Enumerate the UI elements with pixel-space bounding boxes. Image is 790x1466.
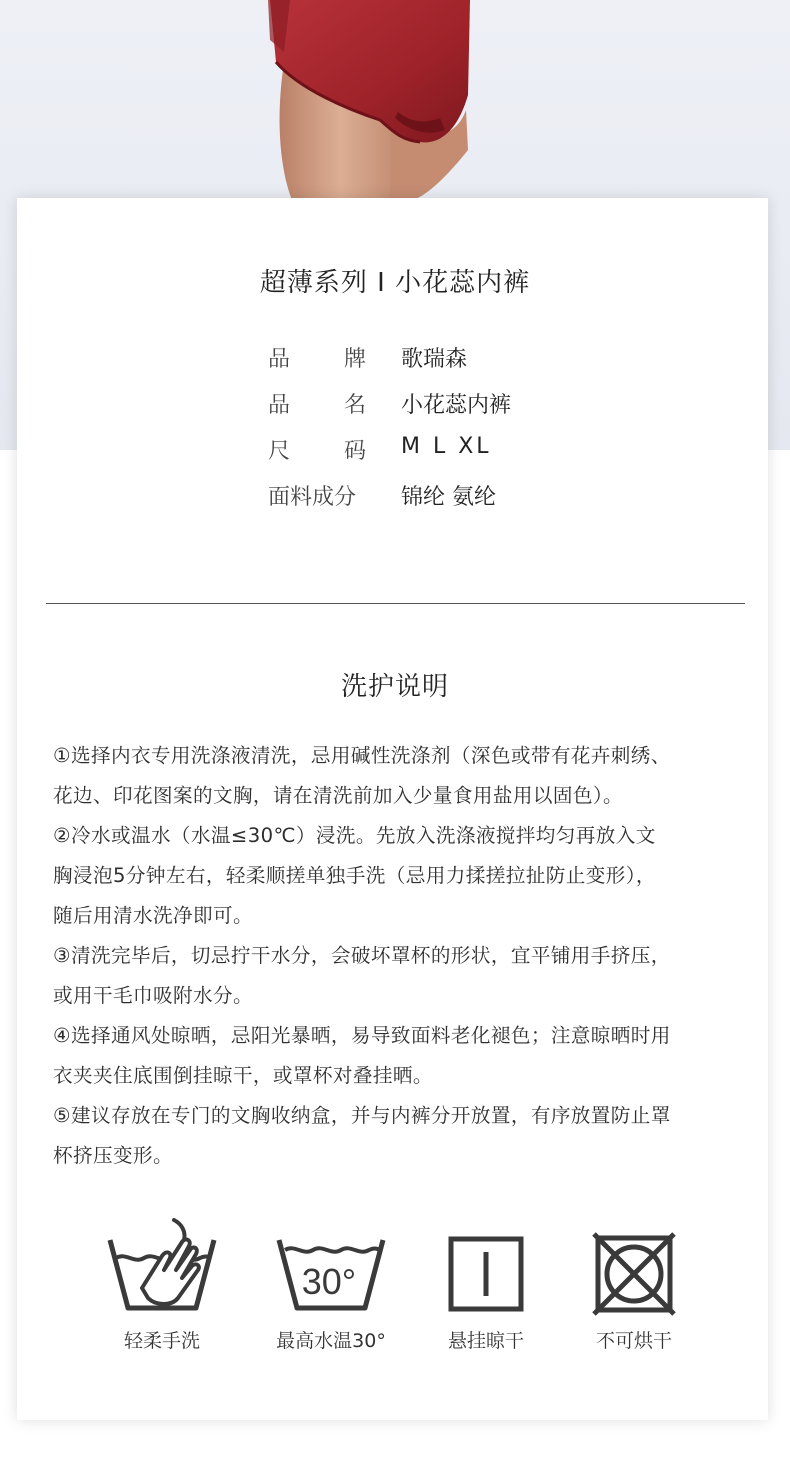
spec-label-char: 牌: [343, 347, 366, 372]
spec-label: [268, 342, 366, 373]
product-title: 超薄系列 I 小花蕊内裤: [259, 268, 531, 298]
spec-value-brand: 歌瑞森: [401, 347, 468, 372]
hang-dry-icon: [411, 1218, 561, 1312]
instruction-line: 随后用清水洗净即可。: [53, 904, 253, 927]
icon-label-max-temp: 最高水温30°: [276, 1330, 386, 1352]
instruction-line: 杯挤压变形。: [53, 1144, 173, 1167]
instruction-line: ③清洗完毕后，切忌拧干水分，会破坏罩杯的形状，宜平铺用手挤压，: [53, 944, 671, 967]
wash-temp-text: 30°: [301, 1261, 357, 1302]
spec-label-char: 品: [268, 393, 291, 418]
spec-label-char: 码: [343, 439, 366, 464]
spec-label-char: 品: [268, 347, 291, 372]
spec-label: [268, 388, 366, 419]
icon-label-no-tumble-dry: 不可烘干: [595, 1330, 672, 1352]
instruction-line: ④选择通风处晾晒，忌阳光暴晒，易导致面料老化褪色；注意晾晒时用: [53, 1024, 671, 1047]
instruction-line: 衣夹夹住底围倒挂晾干，或罩杯对叠挂晒。: [53, 1064, 433, 1087]
spec-label-char: 尺: [268, 439, 291, 464]
spec-label: 面料成分: [268, 485, 357, 510]
instruction-line: 或用干毛巾吸附水分。: [53, 984, 253, 1007]
spec-value-name: 小花蕊内裤: [401, 393, 512, 418]
instruction-line: 胸浸泡5分钟左右，轻柔顺搓单独手洗（忌用力揉搓拉扯防止变形），: [53, 864, 656, 887]
spec-value-fabric: 锦纶 氨纶: [401, 485, 496, 510]
icon-label-hang-dry: 悬挂晾干: [447, 1330, 524, 1352]
hand-wash-icon: [87, 1218, 237, 1314]
wash-30-icon: [256, 1218, 406, 1314]
spec-value-size: M L XL: [401, 434, 492, 459]
spec-label: [268, 434, 366, 465]
icon-label-hand-wash: 轻柔手洗: [123, 1330, 200, 1352]
instruction-line: ②冷水或温水（水温≤30℃）浸洗。先放入洗涤液搅拌均匀再放入文: [53, 824, 656, 847]
instruction-line: ⑤建议存放在专门的文胸收纳盒，并与内裤分开放置，有序放置防止罩: [53, 1104, 671, 1127]
care-instructions: [53, 736, 743, 1176]
instruction-line: ①选择内衣专用洗涤液清洗，忌用碱性洗涤剂（深色或带有花卉刺绣、: [53, 744, 671, 767]
care-section-title: 洗护说明: [340, 672, 449, 702]
spec-label-char: 名: [343, 393, 366, 418]
no-tumble-dry-icon: [559, 1218, 709, 1316]
instruction-line: 花边、印花图案的文胸，请在清洗前加入少量食用盐用以固色）。: [53, 784, 624, 807]
section-divider: [46, 603, 745, 604]
